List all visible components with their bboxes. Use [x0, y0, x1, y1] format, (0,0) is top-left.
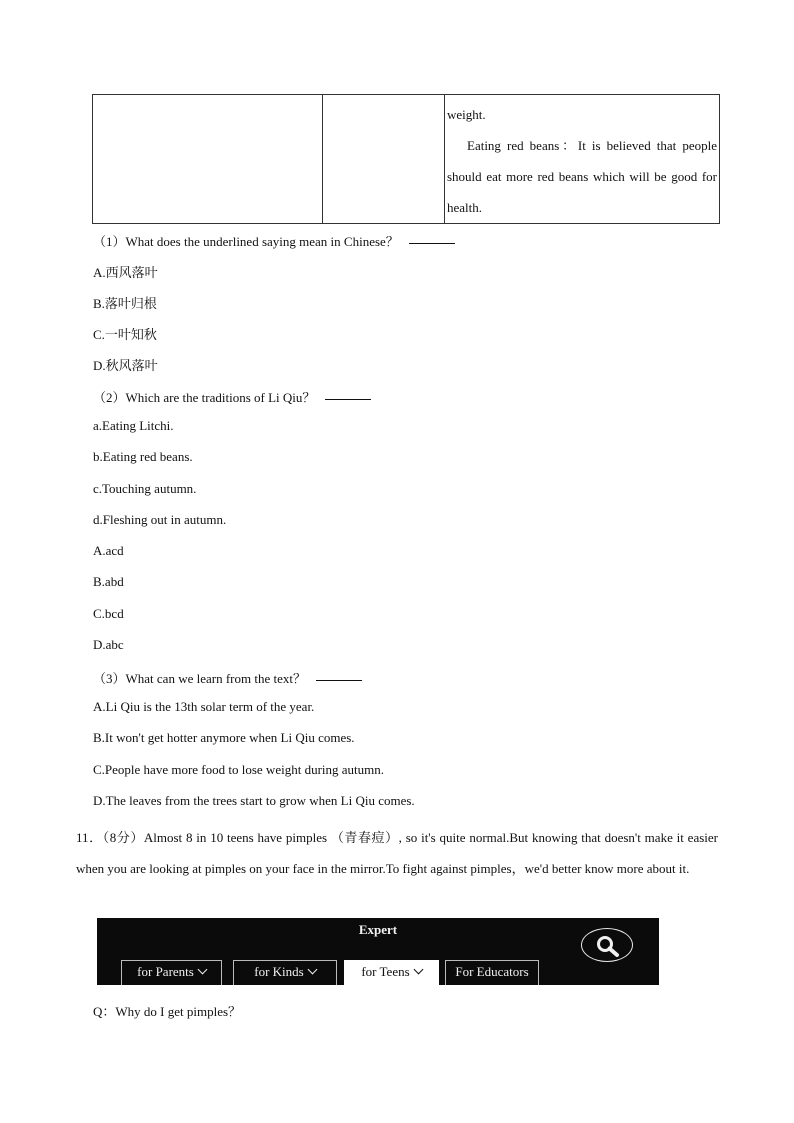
q2-option-d: D.abc — [93, 637, 124, 652]
search-button[interactable] — [581, 928, 633, 962]
question-11-text: Almost 8 in 10 teens have pimples （青春痘）, so it's quite normal.But knowing that doesn't make it easier when you are looking at pimples on your face in the mirror.To fight against pimples，we'd better know more about it. — [76, 830, 718, 876]
question-2-text: （2）Which are the traditions of Li Qiu？ — [93, 390, 316, 405]
info-table — [92, 94, 720, 224]
q2-item-b: b.Eating red beans. — [93, 449, 193, 464]
tab-for-kinds[interactable] — [233, 960, 337, 985]
tab-for-educators-label: For Educators — [455, 964, 529, 979]
question-11 — [76, 822, 718, 884]
tab-for-parents-label: for Parents — [137, 964, 194, 979]
table-line-red-beans: Eating red beans：It is believed that people should eat more red beans which will be good for health. — [447, 138, 717, 215]
tab-for-teens[interactable] — [344, 960, 439, 985]
question-2 — [93, 387, 371, 406]
qa-question: Q：Why do I get pimples？ — [93, 1004, 242, 1019]
chevron-down-icon — [197, 965, 207, 975]
table-cell-empty-2 — [323, 95, 445, 224]
q2-item-c: c.Touching autumn. — [93, 481, 197, 496]
q2-option-a: A.acd — [93, 543, 124, 558]
chevron-down-icon — [413, 965, 423, 975]
table-cell-text — [445, 95, 720, 224]
q2-option-c: C.bcd — [93, 606, 124, 621]
tab-for-kinds-label: for Kinds — [254, 964, 304, 979]
q2-item-a: a.Eating Litchi. — [93, 418, 174, 433]
question-3 — [93, 668, 362, 687]
q3-option-d: D.The leaves from the trees start to grow when Li Qiu comes. — [93, 793, 415, 808]
answer-blank-3[interactable] — [316, 679, 362, 681]
search-icon — [596, 935, 620, 957]
question-1-text: （1）What does the underlined saying mean in Chinese？ — [93, 234, 399, 249]
q3-option-b: B.It won't get hotter anymore when Li Qiu comes. — [93, 730, 355, 745]
q3-option-a: A.Li Qiu is the 13th solar term of the year. — [93, 699, 315, 714]
question-1 — [93, 231, 455, 250]
table-cell-empty-1 — [93, 95, 323, 224]
q1-option-a: A.西风落叶 — [93, 265, 158, 280]
tab-for-parents[interactable] — [121, 960, 222, 985]
q1-option-b: B.落叶归根 — [93, 296, 157, 311]
q1-option-c: C.一叶知秋 — [93, 327, 157, 342]
question-11-score: （8分） — [102, 830, 144, 845]
q2-option-b: B.abd — [93, 574, 124, 589]
answer-blank-2[interactable] — [325, 398, 371, 400]
question-3-text: （3）What can we learn from the text？ — [93, 671, 306, 686]
table-line-weight: weight. — [447, 107, 486, 122]
chevron-down-icon — [307, 965, 317, 975]
tab-for-teens-label: for Teens — [361, 964, 410, 979]
q3-option-c: C.People have more food to lose weight during autumn. — [93, 762, 385, 777]
q2-item-d: d.Fleshing out in autumn. — [93, 512, 227, 527]
q1-option-d: D.秋风落叶 — [93, 358, 158, 373]
question-11-number: 11． — [76, 830, 103, 845]
tab-for-educators[interactable] — [445, 960, 539, 985]
banner-title: Expert — [358, 922, 398, 937]
expert-banner — [97, 918, 659, 985]
answer-blank-1[interactable] — [409, 242, 455, 244]
